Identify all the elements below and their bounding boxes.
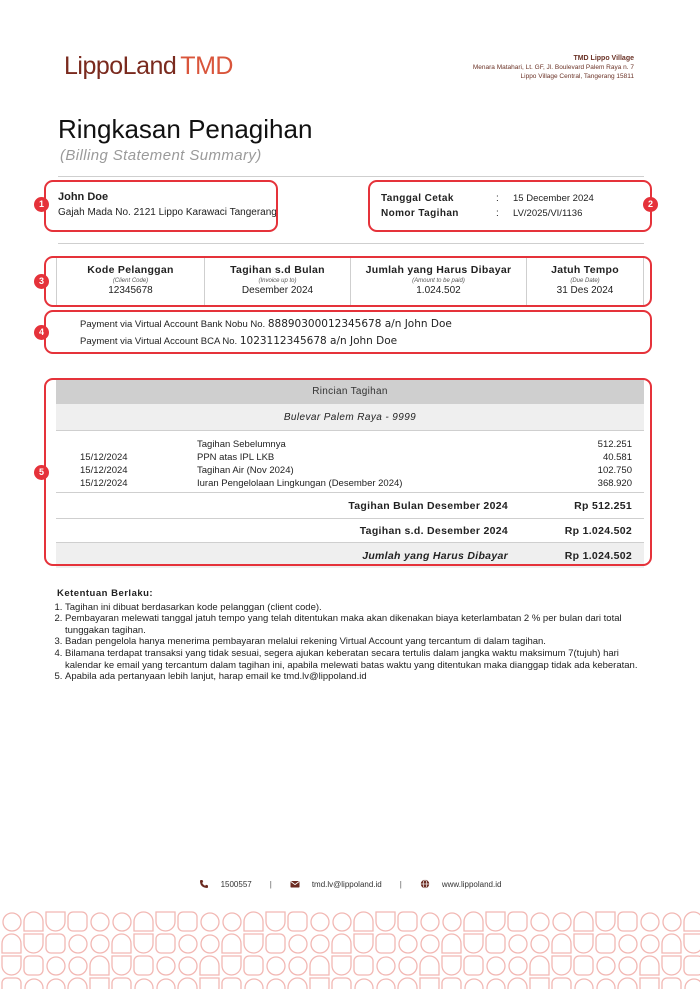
- pattern-shape: [399, 935, 417, 953]
- summary-value: 12345678: [108, 285, 153, 296]
- pattern-shape: [289, 957, 307, 975]
- total-value: Rp 1.024.502: [564, 549, 632, 562]
- pattern-shape: [465, 979, 483, 989]
- pattern-shape: [464, 912, 483, 931]
- total-value: Rp 1.024.502: [564, 524, 632, 537]
- pattern-shape: [487, 979, 505, 989]
- terms-item: 2. Pembayaran melewati tanggal jatuh tempo yang telah ditentukan maka akan dikenakan biaya keterlambatan 2 % per bulan dari total tunggakan tagihan.: [65, 613, 642, 636]
- pattern-shape: [157, 979, 175, 989]
- pattern-shape: [509, 935, 527, 953]
- footer-phone-text: 1500557: [220, 879, 252, 889]
- pattern-shape: [596, 934, 615, 953]
- item-date: 15/12/2024: [80, 465, 128, 476]
- terms-item: 3. Badan pengelola hanya menerima pembayaran melalui rekening Virtual Account yang tercantum di dalam tagihan.: [65, 636, 642, 648]
- pattern-shape: [310, 978, 329, 989]
- company-address-line1: Menara Matahari, Lt. GF, Jl. Boulevard Palem Raya n. 7: [472, 64, 634, 71]
- details-header: Rincian Tagihan: [56, 379, 644, 404]
- footer-email: [290, 879, 382, 889]
- total-label: Tagihan Bulan Desember 2024: [348, 499, 508, 512]
- item-description: Tagihan Air (Nov 2024): [197, 465, 294, 476]
- payment-text: Payment via Virtual Account Bank Nobu No.: [80, 319, 266, 330]
- pattern-shape: [421, 913, 439, 931]
- pattern-shape: [24, 912, 43, 931]
- pattern-shape: [377, 957, 395, 975]
- pattern-shape: [552, 934, 571, 953]
- company-address-line2: Lippo Village Central, Tangerang 15811: [520, 73, 634, 80]
- pattern-shape: [619, 957, 637, 975]
- pattern-shape: [398, 978, 417, 989]
- summary-subheader: (Amount to be paid): [412, 278, 465, 284]
- company-name: TMD Lippo Village: [573, 55, 634, 62]
- print-date-value: 15 December 2024: [513, 193, 594, 204]
- annotation-badge-5: 5: [34, 465, 49, 480]
- pattern-shape: [201, 913, 219, 931]
- print-date-label: Tanggal Cetak: [381, 193, 454, 204]
- pattern-shape: [69, 935, 87, 953]
- pattern-shape: [223, 913, 241, 931]
- pattern-shape: [47, 957, 65, 975]
- annotation-badge-3: 3: [34, 274, 49, 289]
- pattern-shape: [178, 912, 197, 931]
- summary-value: 31 Des 2024: [556, 285, 614, 296]
- pattern-shape: [354, 912, 373, 931]
- pattern-shape: [244, 912, 263, 931]
- highlight-box-summary: [44, 256, 652, 307]
- pattern-shape: [531, 935, 549, 953]
- payment-text: Payment via Virtual Account BCA No.: [80, 336, 238, 347]
- pattern-shape: [684, 912, 700, 931]
- pattern-shape: [134, 912, 153, 931]
- pattern-shape: [46, 934, 65, 953]
- summary-value: Desember 2024: [241, 285, 314, 296]
- pattern-shape: [354, 956, 373, 975]
- pattern-shape: [530, 956, 549, 975]
- highlight-box-meta: [368, 180, 652, 232]
- pattern-shape: [421, 935, 439, 953]
- pattern-shape: [508, 978, 527, 989]
- pattern-shape: [575, 979, 593, 989]
- pattern-shape: [354, 934, 373, 953]
- pattern-shape: [597, 957, 615, 975]
- decorative-pattern: [0, 910, 700, 989]
- item-amount: 512.251: [597, 439, 632, 450]
- phone-icon: [199, 879, 209, 889]
- page-subtitle: (Billing Statement Summary): [60, 147, 262, 164]
- pattern-shape: [332, 978, 351, 989]
- pattern-shape: [487, 957, 505, 975]
- pattern-shape: [619, 935, 637, 953]
- pattern-shape: [179, 935, 197, 953]
- pattern-shape: [2, 934, 21, 953]
- pattern-shape: [332, 934, 351, 953]
- pattern-shape: [222, 978, 241, 989]
- pattern-shape: [552, 956, 571, 975]
- terms-list: [52, 602, 642, 683]
- pattern-shape: [288, 978, 307, 989]
- pattern-shape: [178, 978, 197, 989]
- footer-separator: |: [269, 879, 272, 889]
- pattern-shape: [486, 934, 505, 953]
- pattern-shape: [267, 957, 285, 975]
- pattern-shape: [684, 956, 700, 975]
- item-description: PPN atas IPL LKB: [197, 452, 275, 463]
- pattern-shape: [332, 956, 351, 975]
- pattern-shape: [618, 912, 637, 931]
- pattern-shape: [618, 978, 637, 989]
- pattern-shape: [333, 913, 351, 931]
- pattern-shape: [685, 979, 700, 989]
- terms-item: 5. Apabila ada pertanyaan lebih lanjut, harap email ke tmd.lv@lippoland.id: [65, 671, 642, 683]
- divider: [58, 176, 644, 177]
- property-name: Bulevar Palem Raya - 9999: [56, 404, 644, 431]
- pattern-shape: [376, 912, 395, 931]
- annotation-badge-2: 2: [643, 197, 658, 212]
- highlight-box-customer: [44, 180, 278, 232]
- annotation-badge-4: 4: [34, 325, 49, 340]
- pattern-shape: [112, 978, 131, 989]
- pattern-shape: [464, 934, 483, 953]
- summary-header: Kode Pelanggan: [87, 264, 174, 276]
- pattern-shape: [355, 979, 373, 989]
- pattern-shape: [420, 978, 439, 989]
- pattern-shape: [222, 956, 241, 975]
- pattern-shape: [662, 978, 681, 989]
- pattern-shape: [112, 934, 131, 953]
- summary-subheader: (Invoice up to): [258, 278, 297, 284]
- pattern-shape: [531, 913, 549, 931]
- pattern-shape: [663, 913, 681, 931]
- pattern-shape: [91, 913, 109, 931]
- terms-item: 1. Tagihan ini dibuat berdasarkan kode pelanggan (client code).: [65, 602, 642, 614]
- item-amount: 102.750: [597, 465, 632, 476]
- pattern-shape: [68, 912, 87, 931]
- terms-heading: Ketentuan Berlaku:: [57, 588, 154, 599]
- pattern-shape: [574, 934, 593, 953]
- pattern-shape: [552, 978, 571, 989]
- pattern-shape: [311, 913, 329, 931]
- pattern-shape: [640, 978, 659, 989]
- pattern-shape: [376, 934, 395, 953]
- pattern-shape: [113, 913, 131, 931]
- pattern-shape: [90, 956, 109, 975]
- pattern-shape: [90, 978, 109, 989]
- summary-subheader: (Due Date): [570, 278, 600, 284]
- company-address-block: [473, 54, 634, 81]
- pattern-shape: [553, 913, 571, 931]
- pattern-shape: [442, 934, 461, 953]
- item-date: 15/12/2024: [80, 478, 128, 489]
- customer-name: John Doe: [58, 191, 109, 203]
- print-date-sep: :: [496, 193, 499, 204]
- pattern-shape: [69, 957, 87, 975]
- pattern-shape: [574, 912, 593, 931]
- pattern-shape: [311, 935, 329, 953]
- pattern-shape: [244, 956, 263, 975]
- pattern-shape: [289, 935, 307, 953]
- pattern-shape: [112, 956, 131, 975]
- pattern-shape: [68, 978, 87, 989]
- pattern-shape: [398, 912, 417, 931]
- pattern-shape: [486, 912, 505, 931]
- payment-account: 1023112345678 a/n John Doe: [239, 335, 398, 347]
- pattern-shape: [508, 912, 527, 931]
- pattern-shape: [662, 934, 681, 953]
- pattern-shape: [377, 979, 395, 989]
- item-description: Tagihan Sebelumnya: [197, 439, 286, 450]
- summary-header: Tagihan s.d Bulan: [230, 264, 325, 276]
- footer-web-text[interactable]: www.lippoland.id: [441, 879, 502, 889]
- lippoland-tmd-logo: [64, 52, 233, 81]
- pattern-shape: [442, 978, 461, 989]
- footer-phone: [199, 879, 252, 889]
- highlight-box-payment: [44, 310, 652, 354]
- pattern-shape: [134, 934, 153, 953]
- mail-icon: [290, 879, 300, 889]
- pattern-shape: [266, 912, 285, 931]
- pattern-shape: [443, 913, 461, 931]
- customer-address: Gajah Mada No. 2121 Lippo Karawaci Tangerang: [58, 207, 277, 218]
- item-description: Iuran Pengelolaan Lingkungan (Desember 2024): [197, 478, 403, 489]
- invoice-number-sep: :: [496, 208, 499, 219]
- pattern-shape: [310, 956, 329, 975]
- pattern-shape: [91, 935, 109, 953]
- pattern-shape: [597, 979, 615, 989]
- annotation-badge-1: 1: [34, 197, 49, 212]
- item-date: 15/12/2024: [80, 452, 128, 463]
- footer-separator: |: [399, 879, 402, 889]
- pattern-shape: [156, 912, 175, 931]
- pattern-shape: [244, 934, 263, 953]
- footer-web: [420, 879, 502, 889]
- terms-section: [52, 588, 642, 683]
- pattern-shape: [640, 956, 659, 975]
- pattern-shape: [2, 956, 21, 975]
- pattern-shape: [222, 934, 241, 953]
- pattern-shape: [662, 956, 681, 975]
- pattern-shape: [288, 912, 307, 931]
- pattern-shape: [266, 934, 285, 953]
- pattern-shape: [200, 978, 219, 989]
- footer-contacts: [0, 879, 700, 889]
- pattern-shape: [179, 957, 197, 975]
- pattern-shape: [47, 979, 65, 989]
- pattern-shape: [201, 935, 219, 953]
- pattern-shape: [530, 978, 549, 989]
- pattern-shape: [157, 957, 175, 975]
- pattern-shape: [245, 979, 263, 989]
- highlight-box-details: [44, 378, 652, 566]
- terms-item: 4. Bilamana terdapat transaksi yang tidak sesuai, segera ajukan keberatan secara tertulis dalam jangka waktu maksimum 7(tujuh) hari kalendar ke email yang tercantum dalam tagihan ini, apabila melewati batas waktu yang ditentukan maka dianggap tidak ada keberatan.: [65, 648, 642, 671]
- item-amount: 368.920: [597, 478, 632, 489]
- summary-header: Jatuh Tempo: [551, 264, 619, 276]
- summary-value: 1.024.502: [416, 285, 461, 296]
- pattern-shape: [641, 935, 659, 953]
- pattern-shape: [464, 956, 483, 975]
- pattern-shape: [3, 913, 21, 931]
- pattern-shape: [641, 913, 659, 931]
- pattern-shape: [574, 956, 593, 975]
- pattern-shape: [24, 934, 43, 953]
- summary-header: Jumlah yang Harus Dibayar: [365, 264, 512, 276]
- summary-subheader: (Client Code): [112, 278, 149, 284]
- globe-icon: [420, 879, 430, 889]
- pattern-shape: [2, 978, 21, 989]
- logo-suffix: TMD: [180, 52, 233, 80]
- footer-email-text[interactable]: tmd.lv@lippoland.id: [311, 879, 382, 889]
- pattern-shape: [134, 956, 153, 975]
- logo-brand: LippoLand: [64, 52, 177, 80]
- pattern-shape: [24, 956, 43, 975]
- pattern-shape: [442, 956, 461, 975]
- pattern-shape: [267, 979, 285, 989]
- pattern-shape: [684, 934, 700, 953]
- item-amount: 40.581: [602, 452, 632, 463]
- pattern-shape: [156, 934, 175, 953]
- pattern-shape: [200, 956, 219, 975]
- page-title: Ringkasan Penagihan: [58, 114, 313, 144]
- pattern-shape: [420, 956, 439, 975]
- total-value: Rp 512.251: [574, 499, 632, 512]
- divider: [58, 243, 644, 244]
- pattern-shape: [596, 912, 615, 931]
- total-label: Jumlah yang Harus Dibayar: [362, 549, 508, 562]
- pattern-shape: [135, 979, 153, 989]
- total-label: Tagihan s.d. Desember 2024: [359, 524, 508, 537]
- pattern-shape: [46, 912, 65, 931]
- invoice-number-value: LV/2025/VI/1136: [513, 208, 583, 219]
- invoice-number-label: Nomor Tagihan: [381, 208, 459, 219]
- pattern-shape: [25, 979, 43, 989]
- payment-account: 88890300012345678 a/n John Doe: [267, 318, 452, 330]
- pattern-shape: [509, 957, 527, 975]
- pattern-shape: [399, 957, 417, 975]
